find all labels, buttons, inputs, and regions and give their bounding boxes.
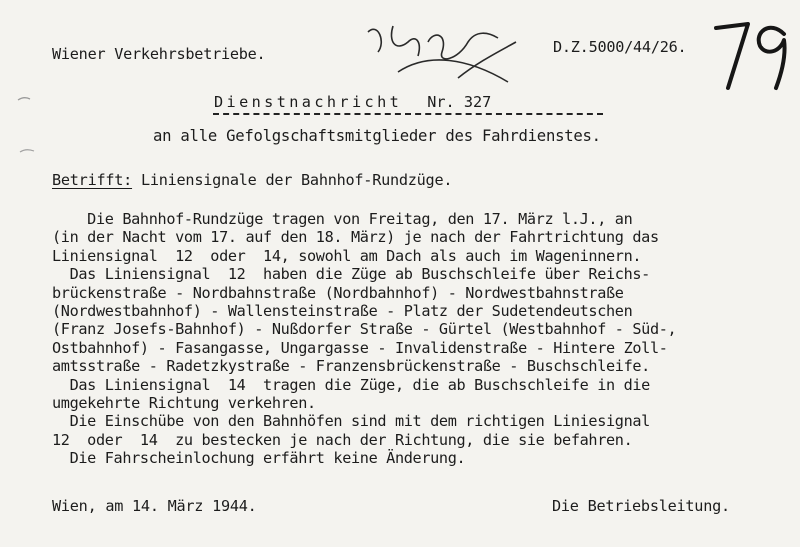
body-line: (Franz Josefs-Bahnhof) - Nußdorfer Straße - Gürtel (Westbahnhof - Süd-, [52, 320, 677, 339]
title-underline [213, 113, 603, 115]
body-line: Die Fahrscheinlochung erfährt keine Änderung. [52, 449, 466, 468]
title-word: Dienstnachricht [214, 93, 403, 111]
recipients-line: an alle Gefolgschaftsmitglieder des Fahrdienstes. [153, 127, 601, 145]
punch-hole-marks [0, 0, 60, 200]
handwritten-page-number [712, 12, 794, 94]
subject-text: Liniensignale der Bahnhof-Rundzüge. [140, 171, 453, 189]
body-line: amtsstraße - Radetzkystraße - Franzensbrückenstraße - Buschschleife. [52, 357, 650, 376]
subject-line [52, 173, 452, 188]
body-line: Die Einschübe von den Bahnhöfen sind mit dem richtigen Liniesignal [52, 412, 650, 431]
body-line: brückenstraße - Nordbahnstraße (Nordbahnhof) - Nordwestbahnstraße [52, 283, 624, 302]
body-line: Das Liniensignal 14 tragen die Züge, die ab Buschschleife in die [52, 375, 650, 394]
handwritten-signature [338, 12, 528, 92]
body-line: Ostbahnhof) - Fasangasse, Ungargasse - Invalidenstraße - Hintere Zoll- [52, 338, 668, 357]
body-line: (Nordwestbahnhof) - Wallensteinstraße - Platz der Sudetendeutschen [52, 302, 633, 321]
body-line: Das Liniensignal 12 haben die Züge ab Buschschleife über Reichs- [52, 265, 650, 284]
body-line: umgekehrte Richtung verkehren. [52, 394, 316, 413]
signatory: Die Betriebsleitung. [552, 497, 730, 515]
place-and-date: Wien, am 14. März 1944. [52, 497, 257, 515]
document-title [214, 95, 491, 110]
body-line: (in der Nacht vom 17. auf den 18. März) je nach der Fahrtrichtung das [52, 228, 659, 247]
reference-number: D.Z.5000/44/26. [553, 38, 687, 56]
body-line: 12 oder 14 zu bestecken je nach der Richtung, die sie befahren. [52, 430, 633, 449]
organization-name: Wiener Verkehrsbetriebe. [52, 45, 266, 63]
body-line: Die Bahnhof-Rundzüge tragen von Freitag, den 17. März l.J., an [52, 210, 633, 228]
title-number: Nr. 327 [427, 93, 492, 111]
subject-label: Betrifft: [52, 171, 133, 189]
body-line: Liniensignal 12 oder 14, sowohl am Dach als auch im Wageninnern. [52, 246, 642, 265]
body-text [52, 210, 772, 468]
